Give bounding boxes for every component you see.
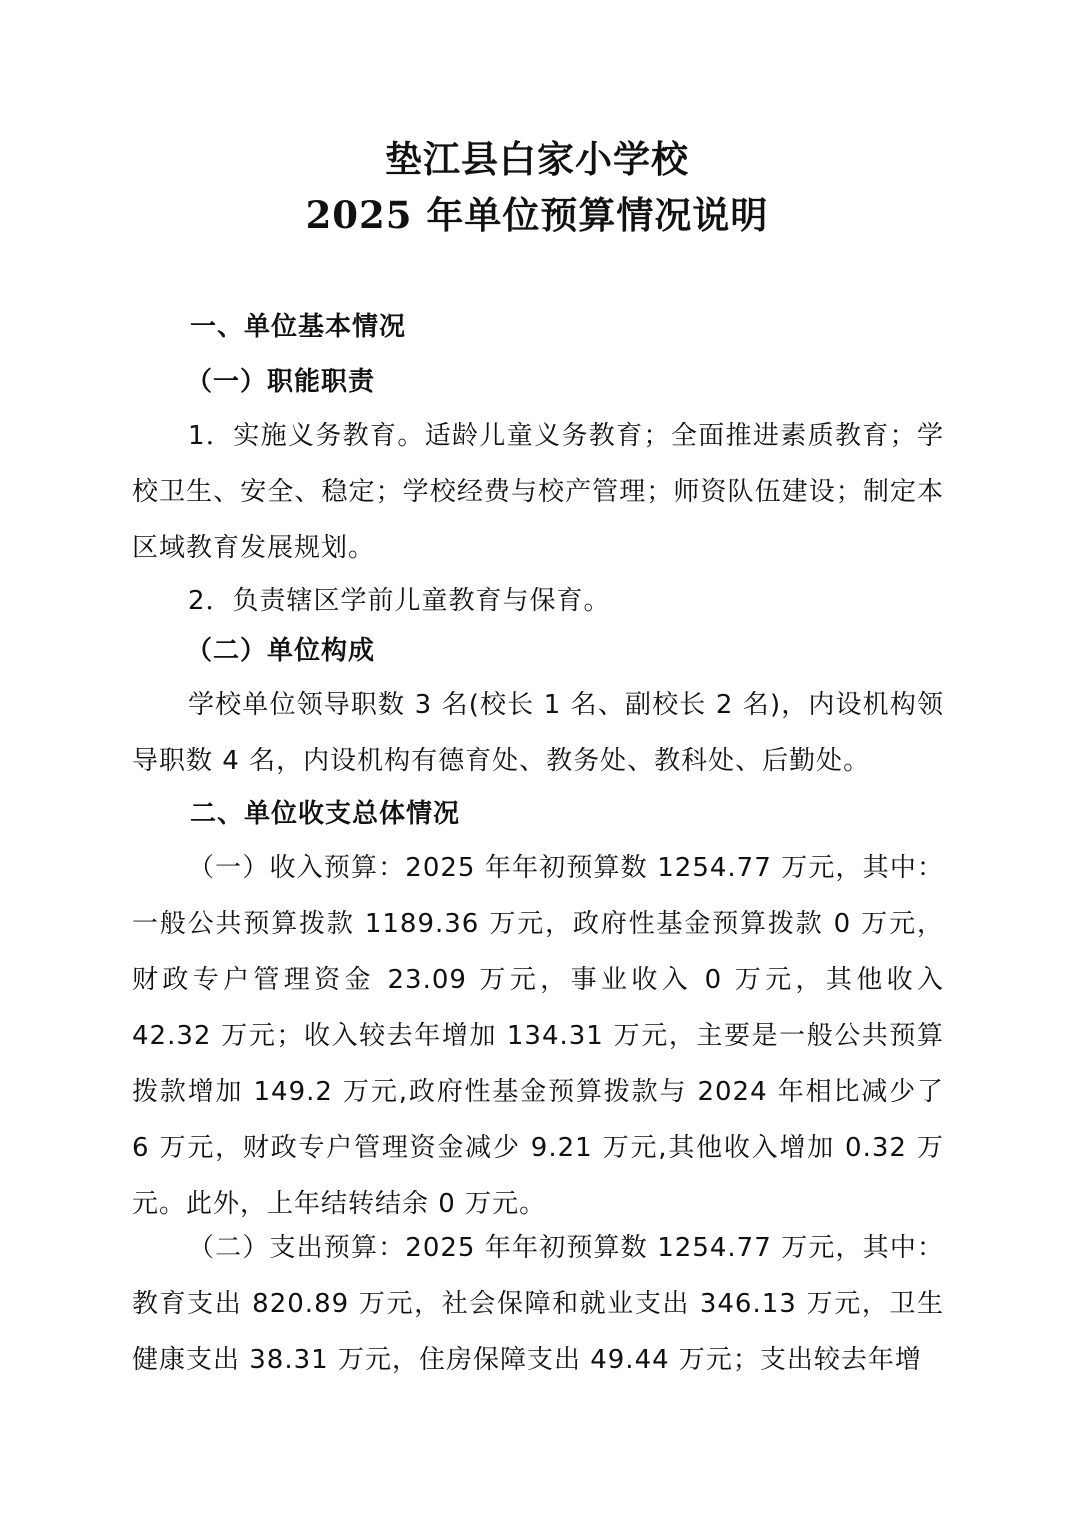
- document-title: 垫江县白家小学校: [385, 137, 689, 181]
- document-subtitle: 2025 年单位预算情况说明: [305, 193, 769, 237]
- section-heading-basic-info: 一、单位基本情况: [190, 312, 407, 342]
- paragraph-composition: 学校单位领导职数 3 名(校长 1 名、副校长 2 名)，内设机构领导职数 4 名，内设机构有德育处、教务处、教科处、后勤处。: [132, 690, 944, 776]
- subsection-heading-duties: （一）职能职责: [186, 367, 376, 397]
- paragraph-duty-1: 1．实施义务教育。适龄儿童义务教育；全面推进素质教育；学校卫生、安全、稳定；学校经费与校产管理；师资队伍建设；制定本区域教育发展规划。: [132, 421, 944, 563]
- paragraph-income-budget: （一）收入预算：2025 年年初预算数 1254.77 万元，其中：一般公共预算拨款 1189.36 万元，政府性基金预算拨款 0 万元，财政专户管理资金 23.09 万元，事业收入 0 万元，其他收入 42.32 万元；收入较去年增加 134.31 万元，主要是一般公共预算拨款增加 149.2 万元,政府性基金预算拨款与 2024 年相比减少了 6 万元，财政专户管理资金减少 9.21 万元,其他收入增加 0.32 万元。此外，上年结转结余 0 万元。: [132, 853, 944, 1219]
- paragraph-duty-2: 2．负责辖区学前儿童教育与保育。: [188, 586, 611, 616]
- subsection-heading-composition: （二）单位构成: [186, 636, 376, 666]
- paragraph-expense-budget: （二）支出预算：2025 年年初预算数 1254.77 万元，其中：教育支出 820.89 万元，社会保障和就业支出 346.13 万元，卫生健康支出 38.31 万元，住房保障支出 49.44 万元；支出较去年增: [132, 1233, 944, 1375]
- section-heading-budget-overview: 二、单位收支总体情况: [190, 799, 461, 829]
